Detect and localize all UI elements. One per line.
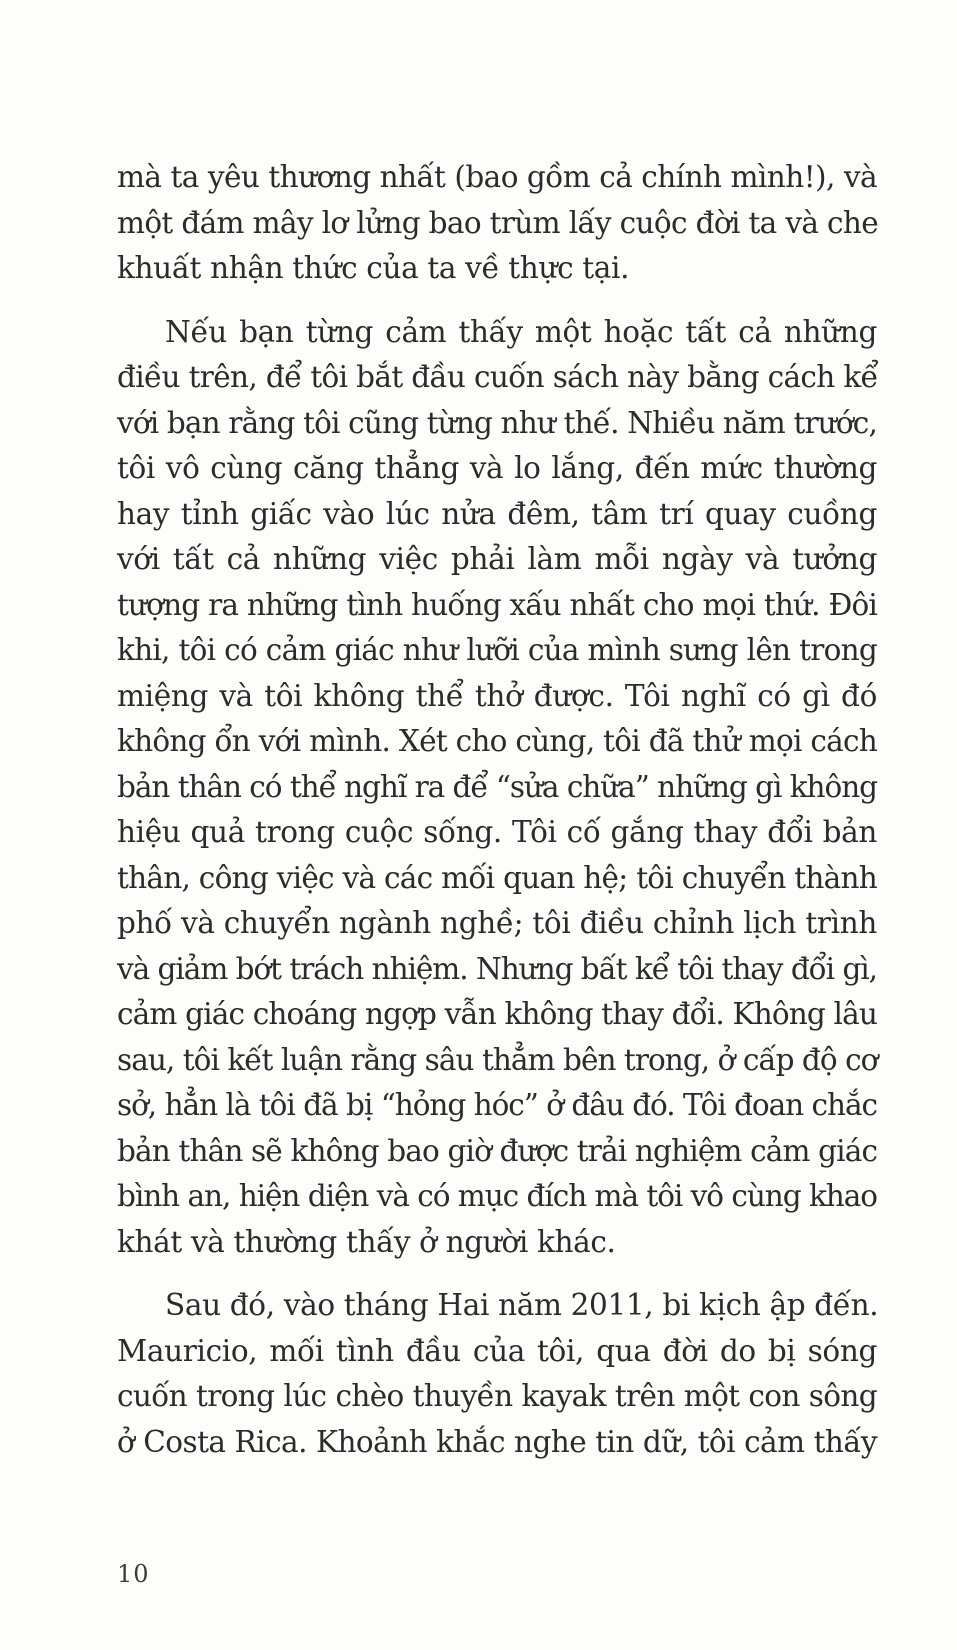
text-line: không ổn với mình. Xét cho cùng, tôi đã thử mọi cách <box>117 724 877 758</box>
text-line: ở Costa Rica. Khoảnh khắc nghe tin dữ, tôi cảm thấy <box>117 1424 877 1459</box>
text-line: miệng và tôi không thể thở được. Tôi nghĩ có gì đó <box>117 678 877 713</box>
text-line: phố và chuyển ngành nghề; tôi điều chỉnh lịch trình <box>117 906 877 940</box>
text-line: cảm giác choáng ngợp vẫn không thay đổi. Không lâu <box>117 997 877 1031</box>
text-line: mà ta yêu thương nhất (bao gồm cả chính mình!), và <box>117 160 877 194</box>
text-line: tôi vô cùng căng thẳng và lo lắng, đến mức thường <box>117 451 877 485</box>
text-line: Sau đó, vào tháng Hai năm 2011, bi kịch ập đến. <box>165 1288 879 1322</box>
text-line: khát và thường thấy ở người khác. <box>117 1224 616 1259</box>
text-line: Nếu bạn từng cảm thấy một hoặc tất cả những <box>165 314 877 349</box>
paragraph-2 <box>117 310 877 1266</box>
text-line: bản thân sẽ không bao giờ được trải nghiệm cảm giác <box>117 1133 878 1168</box>
text-line: bản thân có thể nghĩ ra để “sửa chữa” những gì không <box>117 769 877 804</box>
text-line: khuất nhận thức của ta về thực tại. <box>117 251 630 285</box>
text-line: và giảm bớt trách nhiệm. Nhưng bất kể tôi thay đổi gì, <box>117 951 877 986</box>
text-line: khi, tôi có cảm giác như lưỡi của mình sưng lên trong <box>117 633 877 667</box>
text-line: với tất cả những việc phải làm mỗi ngày và tưởng <box>117 542 877 576</box>
text-line: tượng ra những tình huống xấu nhất cho mọi thứ. Đôi <box>117 587 877 622</box>
text-line: bình an, hiện diện và có mục đích mà tôi vô cùng khao <box>117 1179 877 1213</box>
text-line: sở, hẳn là tôi đã bị “hỏng hóc” ở đâu đó. Tôi đoan chắc <box>117 1088 877 1122</box>
text-line: hiệu quả trong cuộc sống. Tôi cố gắng thay đổi bản <box>117 815 877 849</box>
text-line: với bạn rằng tôi cũng từng như thế. Nhiều năm trước, <box>117 405 877 440</box>
text-line: sau, tôi kết luận rằng sâu thẳm bên trong, ở cấp độ cơ <box>117 1042 878 1077</box>
text-line: một đám mây lơ lửng bao trùm lấy cuộc đời ta và che <box>117 205 879 240</box>
page-number: 10 <box>117 1560 150 1588</box>
paragraph-3 <box>117 1283 877 1465</box>
text-line: cuốn trong lúc chèo thuyền kayak trên một con sông <box>117 1379 877 1413</box>
paragraph-1 <box>117 155 877 292</box>
text-line: Mauricio, mối tình đầu của tôi, qua đời do bị sóng <box>117 1333 877 1368</box>
text-line: hay tỉnh giấc vào lúc nửa đêm, tâm trí quay cuồng <box>117 496 877 531</box>
text-line: thân, công việc và các mối quan hệ; tôi chuyển thành <box>117 860 877 895</box>
text-line: điều trên, để tôi bắt đầu cuốn sách này bằng cách kể <box>117 360 879 394</box>
body-text <box>117 155 877 1465</box>
